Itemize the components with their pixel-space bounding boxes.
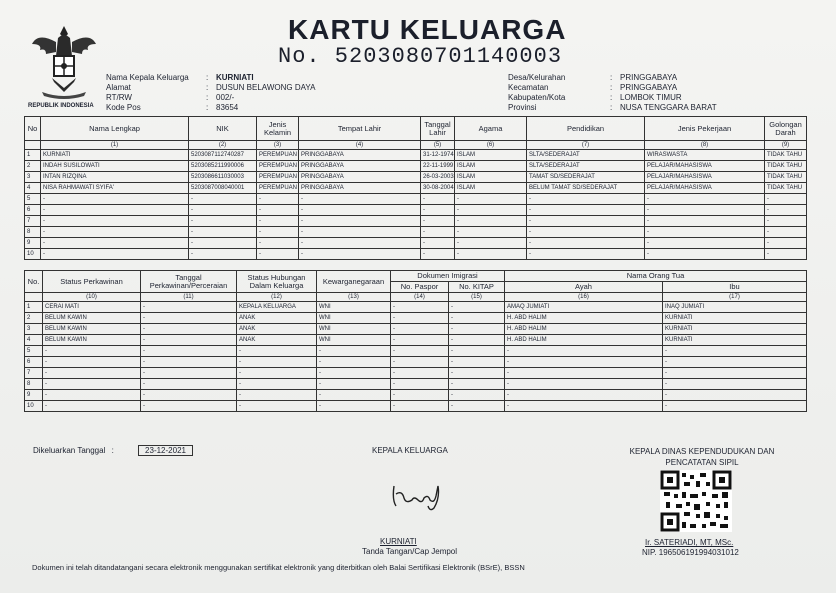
table1-colnum: (1)	[41, 141, 189, 150]
table-cell: WNI	[317, 324, 391, 335]
table1-colnum: (6)	[455, 141, 527, 150]
disclaimer-text: Dokumen ini telah ditandatangani secara elektronik menggunakan sertifikat elektronik yang diterbitkan oleh Balai Sertifikasi Elektronik (BSrE), BSSN	[32, 563, 525, 572]
table-cell: 1	[25, 302, 43, 313]
table-cell: -	[765, 216, 807, 227]
table-cell: INDAH SUSILOWATI	[41, 161, 189, 172]
table-cell: 10	[25, 401, 43, 412]
table-row	[25, 238, 807, 249]
table-cell: AMAQ JUMIATI	[505, 302, 663, 313]
table-cell: WNI	[317, 335, 391, 346]
table-cell: -	[43, 346, 141, 357]
emblem-caption: REPUBLIK INDONESIA	[28, 103, 94, 109]
table-row	[25, 401, 807, 412]
table-cell: -	[299, 194, 421, 205]
table-cell: WNI	[317, 302, 391, 313]
table-cell: -	[141, 302, 237, 313]
table1-colnum: (7)	[527, 141, 645, 150]
document-number: No. 5203080701140003	[278, 44, 563, 69]
table-cell: -	[391, 390, 449, 401]
col-header-status-perkawinan: Status Perkawinan	[43, 271, 141, 293]
col-header-golongan-darah: Golongan Darah	[765, 117, 807, 141]
official-title: KEPALA DINAS KEPENDUDUKAN DAN PENCATATAN SIPIL	[629, 447, 775, 467]
table-cell: -	[455, 227, 527, 238]
table-cell: -	[257, 194, 299, 205]
table-cell: -	[527, 194, 645, 205]
table-cell: 6	[25, 205, 41, 216]
table-cell: -	[299, 227, 421, 238]
table1-colnum: (2)	[189, 141, 257, 150]
info-row-kecamatan: Kecamatan : PRINGGABAYA	[508, 83, 678, 92]
table-cell: -	[449, 379, 505, 390]
table-cell: -	[43, 390, 141, 401]
table-cell: 8	[25, 379, 43, 390]
col-header-tempat-lahir: Tempat Lahir	[299, 117, 421, 141]
table2-colnum: (15)	[449, 293, 505, 302]
table-cell: INAQ JUMIATI	[663, 302, 807, 313]
table-cell: PEREMPUAN	[257, 161, 299, 172]
issued-date: 23-12-2021	[138, 445, 193, 456]
table-cell: -	[663, 357, 807, 368]
table-cell: 4	[25, 335, 43, 346]
table-cell: SLTA/SEDERAJAT	[527, 161, 645, 172]
col-header-tanggal-lahir: Tanggal Lahir	[421, 117, 455, 141]
table-row	[25, 390, 807, 401]
table-cell: -	[421, 194, 455, 205]
signature-caption: Tanda Tangan/Cap Jempol	[362, 547, 458, 556]
table-cell: -	[663, 368, 807, 379]
table-cell: TIDAK TAHU	[765, 172, 807, 183]
info-row-rtrw: RT/RW : 002/-	[106, 93, 235, 102]
col-header-dokumen-imigrasi: Dokumen Imigrasi	[391, 271, 505, 282]
table-cell: -	[41, 205, 189, 216]
table-cell: -	[317, 357, 391, 368]
table-cell: -	[421, 205, 455, 216]
table-cell: KEPALA KELUARGA	[237, 302, 317, 313]
table-cell: KURNIATI	[41, 150, 189, 161]
table-cell: 5203087008040001	[189, 183, 257, 194]
table-cell: -	[455, 238, 527, 249]
col-header-no: No	[25, 117, 41, 141]
table-cell: -	[391, 324, 449, 335]
table2-colnum: (14)	[391, 293, 449, 302]
table-cell: -	[527, 216, 645, 227]
table-row	[25, 368, 807, 379]
table-cell: -	[141, 401, 237, 412]
table-cell: NISA RAHMAWATI SYIFA'	[41, 183, 189, 194]
table-cell: -	[391, 335, 449, 346]
table-cell: -	[299, 216, 421, 227]
table1-colnum: (4)	[299, 141, 421, 150]
table-cell: PELAJAR/MAHASISWA	[645, 183, 765, 194]
official-nip: NIP. 196506191994031012	[642, 548, 739, 557]
table-cell: -	[645, 216, 765, 227]
table-cell: 6	[25, 357, 43, 368]
table-cell: 1	[25, 150, 41, 161]
table-cell: -	[421, 216, 455, 227]
table-cell: KURNIATI	[663, 335, 807, 346]
col-header-kitap: No. KITAP	[449, 282, 505, 293]
table-cell: 5203086611030003	[189, 172, 257, 183]
table-cell: -	[41, 194, 189, 205]
table-cell: -	[257, 216, 299, 227]
table-row	[25, 379, 807, 390]
table-cell: 10	[25, 249, 41, 260]
table-cell: -	[141, 357, 237, 368]
table-cell: -	[317, 401, 391, 412]
table-cell: TIDAK TAHU	[765, 161, 807, 172]
table-cell: WNI	[317, 313, 391, 324]
table-row	[25, 183, 807, 194]
table-cell: -	[421, 227, 455, 238]
table-cell: 4	[25, 183, 41, 194]
table-cell: -	[645, 238, 765, 249]
table-row	[25, 227, 807, 238]
info-right	[508, 73, 717, 113]
table-cell: -	[391, 379, 449, 390]
table-cell: ISLAM	[455, 172, 527, 183]
garuda-emblem-icon	[28, 22, 100, 102]
table2-colnum: (16)	[505, 293, 663, 302]
table-cell: -	[257, 205, 299, 216]
table-cell: PRINGGABAYA	[299, 161, 421, 172]
table-row	[25, 324, 807, 335]
table-cell: -	[421, 238, 455, 249]
table-cell: -	[299, 249, 421, 260]
table-cell: 9	[25, 390, 43, 401]
table-cell: PRINGGABAYA	[299, 150, 421, 161]
table1-colnum: (5)	[421, 141, 455, 150]
table-cell: 5	[25, 346, 43, 357]
table-cell: -	[449, 401, 505, 412]
table1-colnum: (8)	[645, 141, 765, 150]
table-cell: -	[449, 313, 505, 324]
table-cell: -	[189, 216, 257, 227]
table-cell: 26-03-2003	[421, 172, 455, 183]
table-cell: -	[141, 346, 237, 357]
table2-colnum: (11)	[141, 293, 237, 302]
table-cell: -	[257, 249, 299, 260]
table-cell: H. ABD HALIM	[505, 324, 663, 335]
table-cell: ISLAM	[455, 183, 527, 194]
table-cell: BELUM TAMAT SD/SEDERAJAT	[527, 183, 645, 194]
table-cell: -	[41, 216, 189, 227]
table-cell: CERAI MATI	[43, 302, 141, 313]
document-title: KARTU KELUARGA	[288, 14, 567, 45]
table-cell: 3	[25, 324, 43, 335]
qr-code-icon	[660, 470, 732, 532]
table-row	[25, 313, 807, 324]
table-cell: PEREMPUAN	[257, 172, 299, 183]
table-cell: PRINGGABAYA	[299, 172, 421, 183]
info-row-kepala: Nama Kepala Keluarga : KURNIATI	[106, 73, 254, 82]
table2-column-numbers	[25, 293, 807, 302]
table-cell: -	[317, 390, 391, 401]
table-cell: -	[141, 368, 237, 379]
table-cell: -	[527, 205, 645, 216]
table-cell: -	[41, 238, 189, 249]
table-cell: KURNIATI	[663, 313, 807, 324]
table-cell: ANAK	[237, 335, 317, 346]
table-cell: 31-12-1974	[421, 150, 455, 161]
table-cell: PRINGGABAYA	[299, 183, 421, 194]
table2-colnum: (13)	[317, 293, 391, 302]
table-cell: -	[449, 346, 505, 357]
info-row-alamat: Alamat : DUSUN BELAWONG DAYA	[106, 83, 316, 92]
table-cell: -	[237, 368, 317, 379]
table-cell: -	[765, 227, 807, 238]
table-cell: 7	[25, 216, 41, 227]
col-header-ayah: Ayah	[505, 282, 663, 293]
kepala-keluarga-label: KEPALA KELUARGA	[372, 446, 448, 455]
table-row	[25, 194, 807, 205]
table-cell: -	[41, 249, 189, 260]
table2-colnum: (12)	[237, 293, 317, 302]
col-header-kewarganegaraan: Kewarganegaraan	[317, 271, 391, 293]
table-cell: -	[663, 379, 807, 390]
table-cell: -	[505, 401, 663, 412]
table-cell: ANAK	[237, 324, 317, 335]
table-cell: -	[449, 357, 505, 368]
table-cell: -	[421, 249, 455, 260]
table-cell: -	[141, 324, 237, 335]
table-cell: -	[505, 390, 663, 401]
table-cell: -	[505, 357, 663, 368]
table-cell: -	[257, 238, 299, 249]
table-cell: -	[43, 357, 141, 368]
info-row-kabupaten: Kabupaten/Kota : LOMBOK TIMUR	[508, 93, 682, 102]
table-cell: -	[765, 205, 807, 216]
table-cell: 5203085211990006	[189, 161, 257, 172]
table-row	[25, 357, 807, 368]
table-cell: -	[237, 357, 317, 368]
table1-colnum: (9)	[765, 141, 807, 150]
table-cell: -	[765, 249, 807, 260]
issued-date-row: Dikeluarkan Tanggal : 23-12-2021	[33, 446, 193, 455]
table-cell: -	[237, 346, 317, 357]
table-cell: H. ABD HALIM	[505, 313, 663, 324]
table-cell: KURNIATI	[663, 324, 807, 335]
table-cell: TIDAK TAHU	[765, 150, 807, 161]
table-cell: -	[455, 216, 527, 227]
table1-column-numbers	[25, 141, 807, 150]
table-cell: TIDAK TAHU	[765, 183, 807, 194]
family-status-table	[24, 270, 807, 412]
table-cell: -	[663, 401, 807, 412]
table-row	[25, 161, 807, 172]
table-cell: ISLAM	[455, 150, 527, 161]
table-cell: PELAJAR/MAHASISWA	[645, 172, 765, 183]
table-cell: -	[391, 313, 449, 324]
col-header-tanggal-perkawinan: Tanggal Perkawinan/Perceraian	[141, 271, 237, 293]
table-cell: -	[455, 205, 527, 216]
table-row	[25, 346, 807, 357]
table-cell: -	[391, 357, 449, 368]
table-cell: ANAK	[237, 313, 317, 324]
table-cell: -	[43, 368, 141, 379]
table-cell: -	[505, 379, 663, 390]
official-name: Ir. SATERIADI, MT, MSc.	[645, 538, 734, 547]
col-header-status-hubungan: Status Hubungan Dalam Keluarga	[237, 271, 317, 293]
table-cell: -	[189, 249, 257, 260]
table-cell: -	[237, 379, 317, 390]
table-cell: WIRASWASTA	[645, 150, 765, 161]
table-cell: -	[663, 346, 807, 357]
family-members-table	[24, 116, 807, 260]
table-cell: -	[455, 249, 527, 260]
col-header-nama-orang-tua: Nama Orang Tua	[505, 271, 807, 282]
table-cell: -	[391, 346, 449, 357]
table-cell: 30-08-2004	[421, 183, 455, 194]
table-cell: -	[645, 194, 765, 205]
table1-colnum	[25, 141, 41, 150]
table-cell: 3	[25, 172, 41, 183]
signature-icon	[388, 478, 448, 512]
table-cell: 2	[25, 313, 43, 324]
col-header-jenis-kelamin: Jenis Kelamin	[257, 117, 299, 141]
table-cell: -	[141, 313, 237, 324]
col-header-pendidikan: Pendidikan	[527, 117, 645, 141]
kepala-name: KURNIATI	[380, 537, 417, 546]
info-row-kodepos: Kode Pos : 83654	[106, 103, 239, 112]
table-cell: -	[449, 335, 505, 346]
table-row	[25, 249, 807, 260]
table-cell: 5203087112740287	[189, 150, 257, 161]
table-cell: -	[141, 390, 237, 401]
table-cell: 9	[25, 238, 41, 249]
table-cell: PEREMPUAN	[257, 183, 299, 194]
table-cell: 22-11-1999	[421, 161, 455, 172]
table-cell: -	[299, 238, 421, 249]
col-header-agama: Agama	[455, 117, 527, 141]
info-left	[106, 73, 315, 113]
table-cell: 8	[25, 227, 41, 238]
table-cell: -	[189, 227, 257, 238]
table-cell: -	[237, 401, 317, 412]
table-cell: -	[663, 390, 807, 401]
table-cell: -	[317, 368, 391, 379]
info-row-provinsi: Provinsi : NUSA TENGGARA BARAT	[508, 103, 717, 112]
table-cell: -	[391, 368, 449, 379]
table-cell: PEREMPUAN	[257, 150, 299, 161]
table-cell: -	[43, 379, 141, 390]
table-cell: -	[43, 401, 141, 412]
table-cell: -	[449, 324, 505, 335]
table-cell: -	[449, 390, 505, 401]
table-cell: -	[449, 368, 505, 379]
table1-header-row	[25, 117, 807, 141]
table-cell: -	[505, 346, 663, 357]
table-cell: SLTA/SEDERAJAT	[527, 150, 645, 161]
table2-colnum: (10)	[43, 293, 141, 302]
table-cell: INTAN RIZQINA	[41, 172, 189, 183]
table-cell: -	[455, 194, 527, 205]
table2-colnum	[25, 293, 43, 302]
table-cell: BELUM KAWIN	[43, 313, 141, 324]
table-cell: -	[189, 194, 257, 205]
table-row	[25, 150, 807, 161]
table-cell: -	[527, 238, 645, 249]
table-cell: ISLAM	[455, 161, 527, 172]
table-cell: -	[317, 346, 391, 357]
table-cell: -	[41, 227, 189, 238]
table-cell: -	[527, 249, 645, 260]
table2-colnum: (17)	[663, 293, 807, 302]
table-cell: -	[527, 227, 645, 238]
table-row	[25, 205, 807, 216]
col-header-nik: NIK	[189, 117, 257, 141]
col-header-pekerjaan: Jenis Pekerjaan	[645, 117, 765, 141]
table-cell: -	[645, 205, 765, 216]
table-cell: -	[189, 238, 257, 249]
table-cell: BELUM KAWIN	[43, 335, 141, 346]
table-cell: -	[299, 205, 421, 216]
table-row	[25, 172, 807, 183]
table-cell: H. ABD HALIM	[505, 335, 663, 346]
table-cell: 5	[25, 194, 41, 205]
col-header-ibu: Ibu	[663, 282, 807, 293]
table-cell: -	[645, 249, 765, 260]
table-cell: -	[449, 302, 505, 313]
table-cell: BELUM KAWIN	[43, 324, 141, 335]
table-cell: -	[765, 238, 807, 249]
table-cell: -	[189, 205, 257, 216]
table-cell: -	[141, 379, 237, 390]
table-cell: 7	[25, 368, 43, 379]
col-header-no2: No.	[25, 271, 43, 293]
table-cell: PELAJAR/MAHASISWA	[645, 161, 765, 172]
table-cell: -	[317, 379, 391, 390]
table-cell: 2	[25, 161, 41, 172]
table-cell: -	[257, 227, 299, 238]
table-cell: -	[645, 227, 765, 238]
table-cell: -	[237, 390, 317, 401]
table-cell: -	[505, 368, 663, 379]
table-cell: -	[141, 335, 237, 346]
table-cell: TAMAT SD/SEDERAJAT	[527, 172, 645, 183]
issued-label: Dikeluarkan Tanggal	[33, 446, 106, 455]
table-row	[25, 302, 807, 313]
table-row	[25, 216, 807, 227]
table1-colnum: (3)	[257, 141, 299, 150]
table-cell: -	[765, 194, 807, 205]
table-cell: -	[391, 401, 449, 412]
col-header-nama: Nama Lengkap	[41, 117, 189, 141]
table-row	[25, 335, 807, 346]
info-row-desa: Desa/Kelurahan : PRINGGABAYA	[508, 73, 678, 82]
col-header-paspor: No. Paspor	[391, 282, 449, 293]
table-cell: -	[391, 302, 449, 313]
